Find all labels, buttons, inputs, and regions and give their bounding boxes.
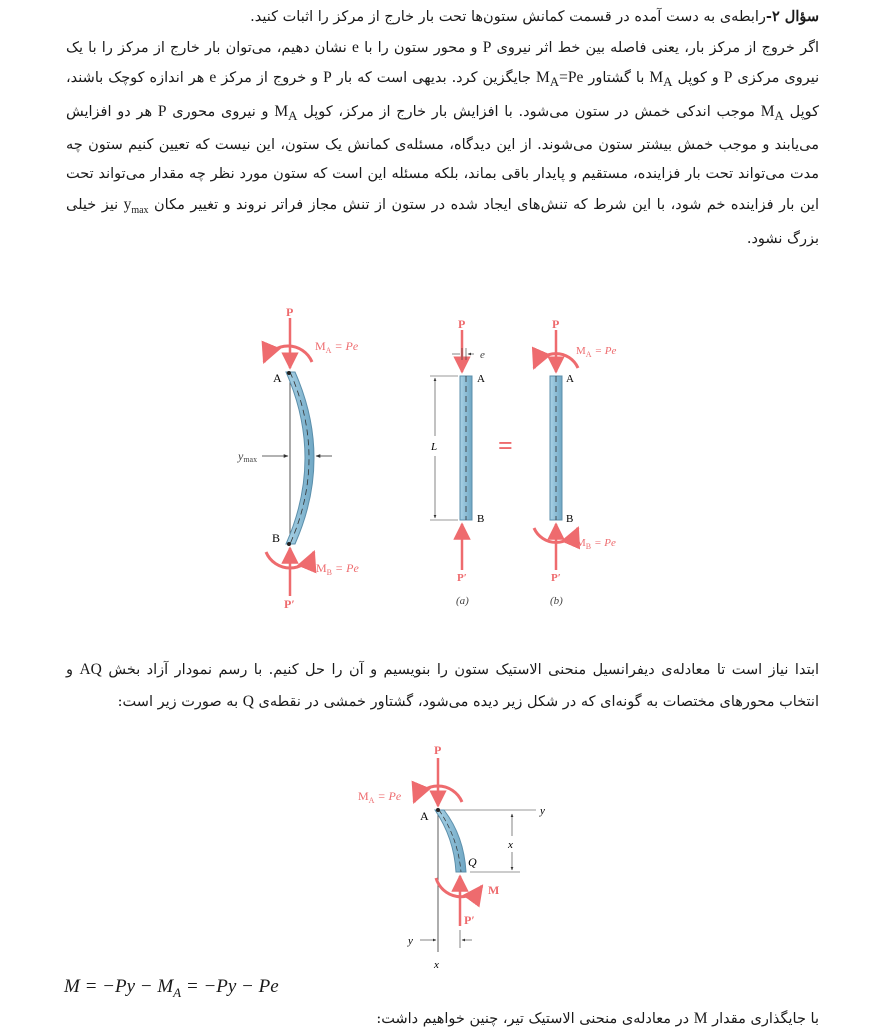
text-segment: نشان دهیم، می‌توان بار خارج از مرکز را با یک نیروی مرکزی xyxy=(66,39,820,87)
point-a-label-fbd: A xyxy=(420,809,429,823)
text-segment: جایگزین کرد. بدیهی است که بار xyxy=(336,70,531,87)
text-segment: نیز خیلی بزرگ نشود. xyxy=(66,196,819,248)
label-p-b: P xyxy=(552,317,560,331)
symbol-p: P xyxy=(323,69,332,87)
point-q-label: Q xyxy=(468,855,477,869)
label-pprime-fbd: P′ xyxy=(464,913,475,927)
eccentric-column-figure xyxy=(200,296,670,616)
symbol-ma: $M_A$ xyxy=(274,102,298,123)
symbol-p: P xyxy=(482,38,492,56)
text-segment: و محور ستون را با xyxy=(364,39,478,56)
substitution-paragraph xyxy=(66,1004,819,1035)
intro-paragraph xyxy=(66,2,819,255)
point-a-label-b: A xyxy=(566,373,574,385)
point-a-label-a: A xyxy=(477,373,485,385)
axis-x-label: x xyxy=(434,959,439,971)
moment-equation: $M = -Py - M_A = -Py - Pe$ xyxy=(64,976,279,1000)
symbol-ymax: $y_{max}$ xyxy=(123,195,149,216)
column-segment-aq xyxy=(435,810,466,872)
text-segment: موجب اندکی خمش در ستون می‌شود. با افزایش بار خارج از مرکز، کوپل xyxy=(303,103,755,120)
label-pprime: P′ xyxy=(284,597,295,611)
text-segment: هر دو افزایش می‌یابند و موجب خمش بیشتر ستون می‌شوند. از این دیدگاه، مسئله‌ی کمانش یک ستون، این نیست که تعیین کنیم ستون چه مدت می‌تواند تحت بار فزاینده، مستقیم و پایدار باقی بماند، بلکه مسئله این است که ستون مورد نظر چه مقدار می‌تواند تحت این بار فزاینده خم شود، با این شرط که تنش‌های ایجاد شده در ستون از تنش مجاز فراتر نروند و تغییر مکان xyxy=(66,103,819,213)
point-a-label: A xyxy=(273,371,282,385)
symbol-e: e xyxy=(352,38,359,56)
label-p: P xyxy=(286,305,294,319)
symbol-q: Q xyxy=(242,693,254,710)
bent-column xyxy=(286,372,314,544)
free-body-diagram xyxy=(340,738,570,978)
label-ma: $M_A = Pe$ xyxy=(315,339,359,355)
text-segment: در معادله‌ی منحنی الاستیک تیر، چنین خواهیم داشت: xyxy=(376,1011,690,1027)
axis-y-label: y xyxy=(540,805,545,817)
label-ma-b: $M_A = Pe$ xyxy=(576,345,617,359)
text-segment: اگر خروج از مرکز بار، یعنی فاصله بین خط اثر نیروی xyxy=(496,39,819,56)
straight-column-b xyxy=(550,376,562,520)
label-p-fbd: P xyxy=(434,743,442,757)
text-segment: و نیروی محوری xyxy=(172,103,269,120)
point-b-label-b: B xyxy=(566,513,574,525)
label-mb-b: $M_B = Pe$ xyxy=(576,537,616,551)
text-segment: با گشتاور xyxy=(588,70,645,87)
text-segment: و کوپل xyxy=(677,70,719,87)
caption-a: (a) xyxy=(456,595,469,607)
symbol-p: P xyxy=(723,69,733,87)
symbol-p: P xyxy=(157,102,167,120)
symbol-aq: AQ xyxy=(79,661,102,678)
text-segment: و انتخاب محورهای مختصات به گونه‌ای که در شکل زیر دیده می‌شود، گشتاور خمشی در نقطه‌ی xyxy=(66,662,819,710)
text-segment: با جایگذاری مقدار xyxy=(712,1011,819,1027)
equals-sign: = xyxy=(498,431,513,460)
label-mb: $M_B = Pe$ xyxy=(316,561,359,577)
moment-ma-arc xyxy=(264,346,312,362)
dim-y-label: y xyxy=(408,935,413,947)
symbol-e: e xyxy=(209,69,217,87)
symbol-ma-pe: $M_A=Pe$ xyxy=(535,69,584,90)
label-pprime-b: P′ xyxy=(551,572,561,584)
symbol-ma: $M_A$ xyxy=(649,69,673,90)
label-m-fbd: M xyxy=(488,883,500,897)
label-ymax: ymax xyxy=(238,449,258,464)
symbol-m: M xyxy=(693,1010,708,1027)
text-segment: هر اندازه کوچک باشند، کوپل xyxy=(66,70,820,120)
question-title: رابطه‌ی به دست آمده در قسمت کمانش ستون‌ها تحت بار خارج از مرکز را اثبات کنید. xyxy=(250,9,766,25)
symbol-ma: $M_A$ xyxy=(760,102,784,123)
label-e: e xyxy=(480,349,485,361)
caption-b: (b) xyxy=(550,595,563,607)
text-segment: به صورت زیر است: xyxy=(117,694,239,710)
text-segment: ابتدا نیاز است تا معادله‌ی دیفرانسیل منحنی الاستیک ستون را بنویسیم و آن را حل کنیم. با رسم نمودار آزاد بخش xyxy=(108,662,820,678)
label-pprime-a: P′ xyxy=(457,572,467,584)
label-ma-fbd: $M_A = Pe$ xyxy=(358,789,402,805)
straight-column-a xyxy=(460,376,472,520)
label-l: L xyxy=(431,441,438,453)
point-b-label: B xyxy=(272,531,281,545)
label-p-a: P xyxy=(458,317,466,331)
dim-x-label: x xyxy=(508,839,513,851)
question-label: سؤال ۲- xyxy=(765,8,819,25)
text-segment: و خروج از مرکز xyxy=(221,70,319,87)
point-b-label-a: B xyxy=(477,513,485,525)
fbd-paragraph xyxy=(66,654,819,718)
